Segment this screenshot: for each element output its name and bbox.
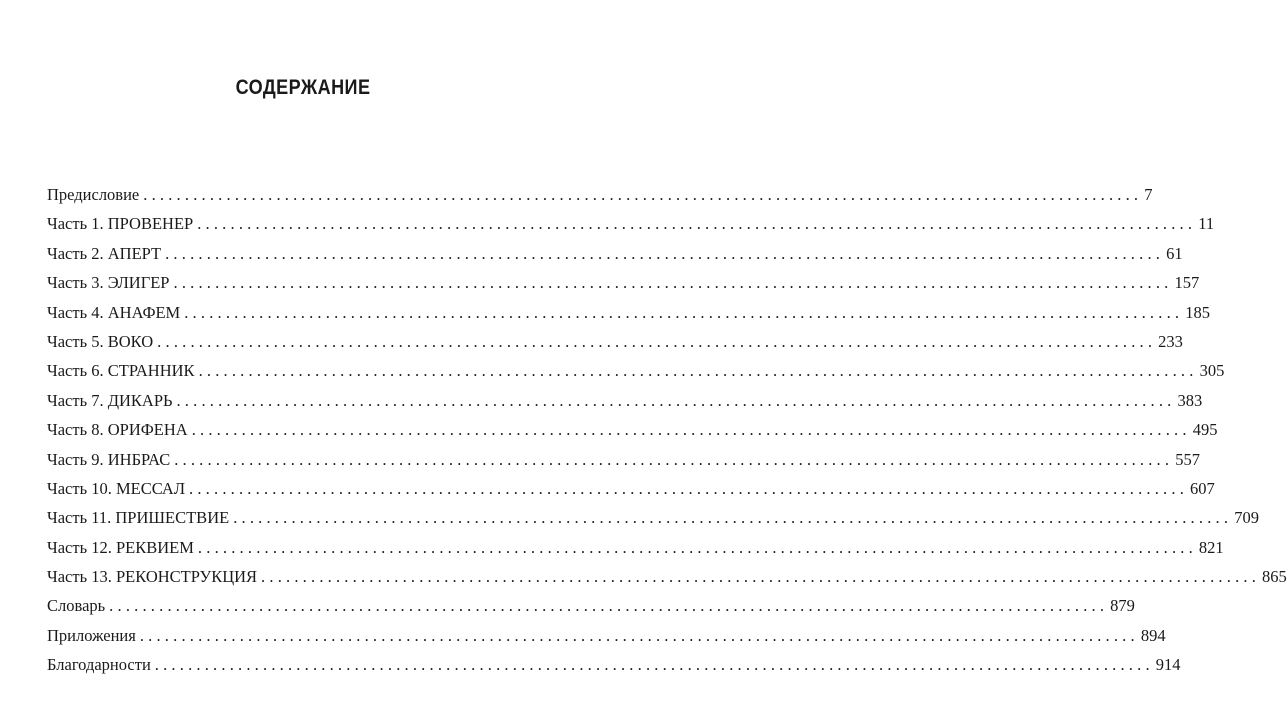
dot-leader: ........................................................................................................................: [189, 478, 1189, 498]
toc-entry-label: Часть 3. ЭЛИГЕР: [47, 273, 170, 293]
toc-entry: [47, 268, 1200, 297]
toc-entry-label: Часть 11. ПРИШЕСТВИЕ: [47, 508, 230, 528]
toc-entry-label: Часть 4. АНАФЕМ: [47, 302, 181, 322]
toc-entry: [47, 327, 1183, 356]
dot-leader: ........................................................................................................................: [174, 449, 1174, 469]
toc-entry: [47, 445, 1200, 474]
toc-entry: [47, 386, 1203, 415]
toc-entry: [47, 533, 1224, 562]
toc-entry: [47, 356, 1225, 385]
toc-entry-label: Часть 2. АПЕРТ: [47, 243, 162, 263]
toc-entry-page-number: 305: [1199, 361, 1225, 381]
toc-entry-label: Часть 8. ОРИФЕНА: [47, 420, 188, 440]
dot-leader: ........................................................................................................................: [173, 273, 1173, 293]
dot-leader: ........................................................................................................................: [233, 508, 1233, 528]
dot-leader: ........................................................................................................................: [139, 625, 1139, 645]
toc-entry-page-number: 821: [1198, 537, 1224, 557]
toc-entry-page-number: 61: [1166, 243, 1183, 263]
toc-entry-page-number: 157: [1174, 273, 1200, 293]
toc-entry-page-number: 914: [1155, 655, 1181, 675]
table-of-contents: [47, 180, 1287, 680]
dot-leader: ........................................................................................................................: [157, 331, 1157, 351]
dot-leader: ........................................................................................................................: [184, 302, 1184, 322]
dot-leader: ........................................................................................................................: [261, 567, 1261, 587]
toc-entry-label: Часть 5. ВОКО: [47, 331, 154, 351]
toc-entry-label: Часть 1. ПРОВЕНЕР: [47, 214, 194, 234]
toc-entry: [47, 298, 1210, 327]
toc-entry: [47, 180, 1153, 209]
toc-entry-page-number: 709: [1234, 508, 1259, 528]
toc-entry-label: Словарь: [47, 596, 106, 616]
toc-entry: [47, 562, 1287, 591]
toc-entry: [47, 503, 1259, 532]
toc-entry-page-number: 11: [1198, 214, 1215, 234]
toc-entry-label: Благодарности: [47, 655, 151, 675]
toc-entry-page-number: 879: [1110, 596, 1135, 616]
toc-entry: [47, 591, 1135, 620]
dot-leader: ........................................................................................................................: [176, 390, 1176, 410]
dot-leader: ........................................................................................................................: [143, 185, 1143, 204]
dot-leader: ........................................................................................................................: [197, 537, 1197, 557]
toc-entry: [47, 239, 1183, 268]
toc-entry-label: Часть 9. ИНБРАС: [47, 449, 171, 469]
toc-entry-label: Часть 10. МЕССАЛ: [47, 478, 186, 498]
toc-entry-label: Часть 13. РЕКОНСТРУКЦИЯ: [47, 567, 258, 587]
toc-entry-page-number: 383: [1177, 390, 1203, 410]
toc-entry-page-number: 7: [1144, 185, 1153, 204]
dot-leader: ........................................................................................................................: [165, 243, 1165, 263]
dot-leader: ........................................................................................................................: [191, 420, 1191, 440]
toc-entry-page-number: 607: [1190, 478, 1215, 498]
toc-entry-page-number: 233: [1158, 331, 1183, 351]
dot-leader: ........................................................................................................................: [197, 214, 1197, 234]
toc-entry-page-number: 865: [1262, 567, 1287, 587]
toc-entry-label: Часть 7. ДИКАРЬ: [47, 390, 173, 410]
dot-leader: ........................................................................................................................: [109, 596, 1109, 616]
toc-entry: [47, 474, 1215, 503]
toc-entry-label: Часть 12. РЕКВИЕМ: [47, 537, 194, 557]
toc-entry: [47, 621, 1166, 650]
toc-entry-page-number: 557: [1175, 449, 1200, 469]
dot-leader: ........................................................................................................................: [154, 655, 1154, 675]
toc-entry-label: Предисловие: [47, 185, 140, 204]
toc-entry: [47, 209, 1215, 238]
toc-entry-page-number: 894: [1140, 625, 1166, 645]
toc-entry-label: Часть 6. СТРАННИК: [47, 361, 195, 381]
toc-entry-label: Приложения: [47, 625, 136, 645]
toc-entry-page-number: 185: [1185, 302, 1210, 322]
toc-entry-page-number: 495: [1192, 420, 1218, 440]
dot-leader: ........................................................................................................................: [198, 361, 1198, 381]
toc-entry: [47, 415, 1218, 444]
page-title: СОДЕРЖАНИЕ: [235, 76, 371, 100]
toc-entry: [47, 650, 1181, 679]
